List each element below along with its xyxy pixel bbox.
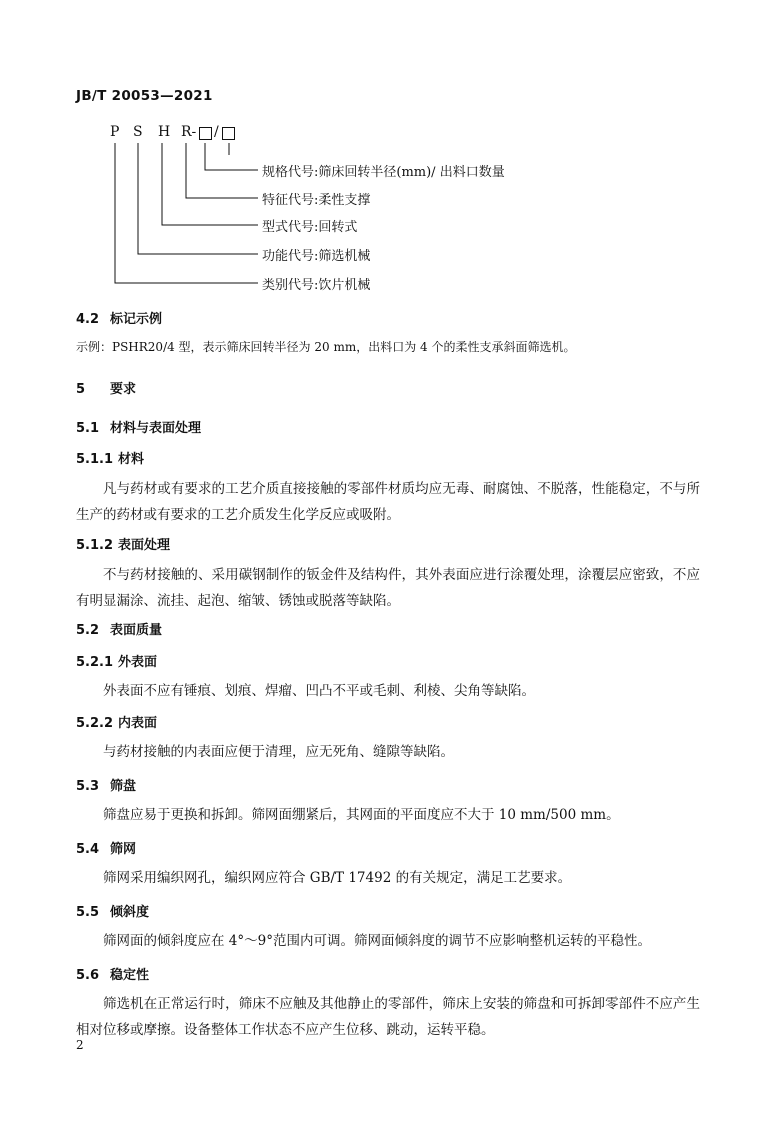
section-heading: 5.2.2 内表面 xyxy=(76,716,158,731)
code-label-spec: 规格代号:筛床回转半径(mm)/ 出料口数量 xyxy=(262,165,505,180)
code-slash: / xyxy=(214,124,219,140)
section-heading: 5.6 稳定性 xyxy=(76,968,150,983)
code-label-feature: 特征代号:柔性支撑 xyxy=(262,193,371,208)
code-label-function: 功能代号:筛选机械 xyxy=(262,249,371,264)
section-heading: 5.2.1 外表面 xyxy=(76,655,158,670)
section-heading: 5.1.2 表面处理 xyxy=(76,538,171,553)
code-diagram-lines xyxy=(0,0,782,300)
paragraph-materials: 凡与药材或有要求的工艺介质直接接触的零部件材质均应无毒、耐腐蚀、不脱落，性能稳定，不与所生产的药材或有要求的工艺介质发生化学反应或吸附。 xyxy=(76,481,700,523)
section-heading: 5.1.1 材料 xyxy=(76,452,145,467)
document-id: JB/T 20053—2021 xyxy=(76,88,213,104)
code-label-category: 类别代号:饮片机械 xyxy=(262,278,371,293)
code-letter-h: H xyxy=(158,124,171,140)
paragraph-outer-surface: 外表面不应有锤痕、划痕、焊瘤、凹凸不平或毛刺、利棱、尖角等缺陷。 xyxy=(103,683,535,699)
section-heading: 5.3 筛盘 xyxy=(76,779,137,794)
section-heading: 4.2 标记示例 xyxy=(76,312,163,327)
paragraph-inner-surface: 与药材接触的内表面应便于清理，应无死角、缝隙等缺陷。 xyxy=(103,744,454,760)
paragraph-stability: 筛选机在正常运行时，筛床不应触及其他静止的零部件，筛床上安装的筛盘和可拆卸零部件不应产生相对位移或摩擦。设备整体工作状态不应产生位移、跳动，运转平稳。 xyxy=(76,996,700,1038)
paragraph-sieve-tray: 筛盘应易于更换和拆卸。筛网面绷紧后，其网面的平面度应不大于 10 mm/500 mm。 xyxy=(103,807,620,823)
paragraph-inclination: 筛网面的倾斜度应在 4°～9°范围内可调。筛网面倾斜度的调节不应影响整机运转的平稳性。 xyxy=(103,933,651,949)
paragraph-surface-treatment: 不与药材接触的、采用碳钢制作的钣金件及结构件，其外表面应进行涂覆处理，涂覆层应密致，不应有明显漏涂、流挂、起泡、缩皱、锈蚀或脱落等缺陷。 xyxy=(76,567,700,609)
section-heading: 5.4 筛网 xyxy=(76,842,137,857)
code-label-type: 型式代号:回转式 xyxy=(262,220,358,235)
code-letter-p: P xyxy=(110,124,120,140)
section-heading: 5.2 表面质量 xyxy=(76,623,163,638)
section-heading: 5.1 材料与表面处理 xyxy=(76,421,202,436)
section-heading: 5 要求 xyxy=(76,382,137,397)
paragraph-sieve-mesh: 筛网采用编织网孔，编织网应符合 GB/T 17492 的有关规定，满足工艺要求。 xyxy=(103,870,572,886)
code-letter-r: R- xyxy=(181,124,197,140)
code-letter-s: S xyxy=(133,124,143,140)
marking-example: 示例：PSHR20/4 型，表示筛床回转半径为 20 mm，出料口为 4 个的柔性支承斜面筛选机。 xyxy=(76,340,576,354)
section-heading: 5.5 倾斜度 xyxy=(76,905,150,920)
page-number: 2 xyxy=(76,1038,84,1052)
